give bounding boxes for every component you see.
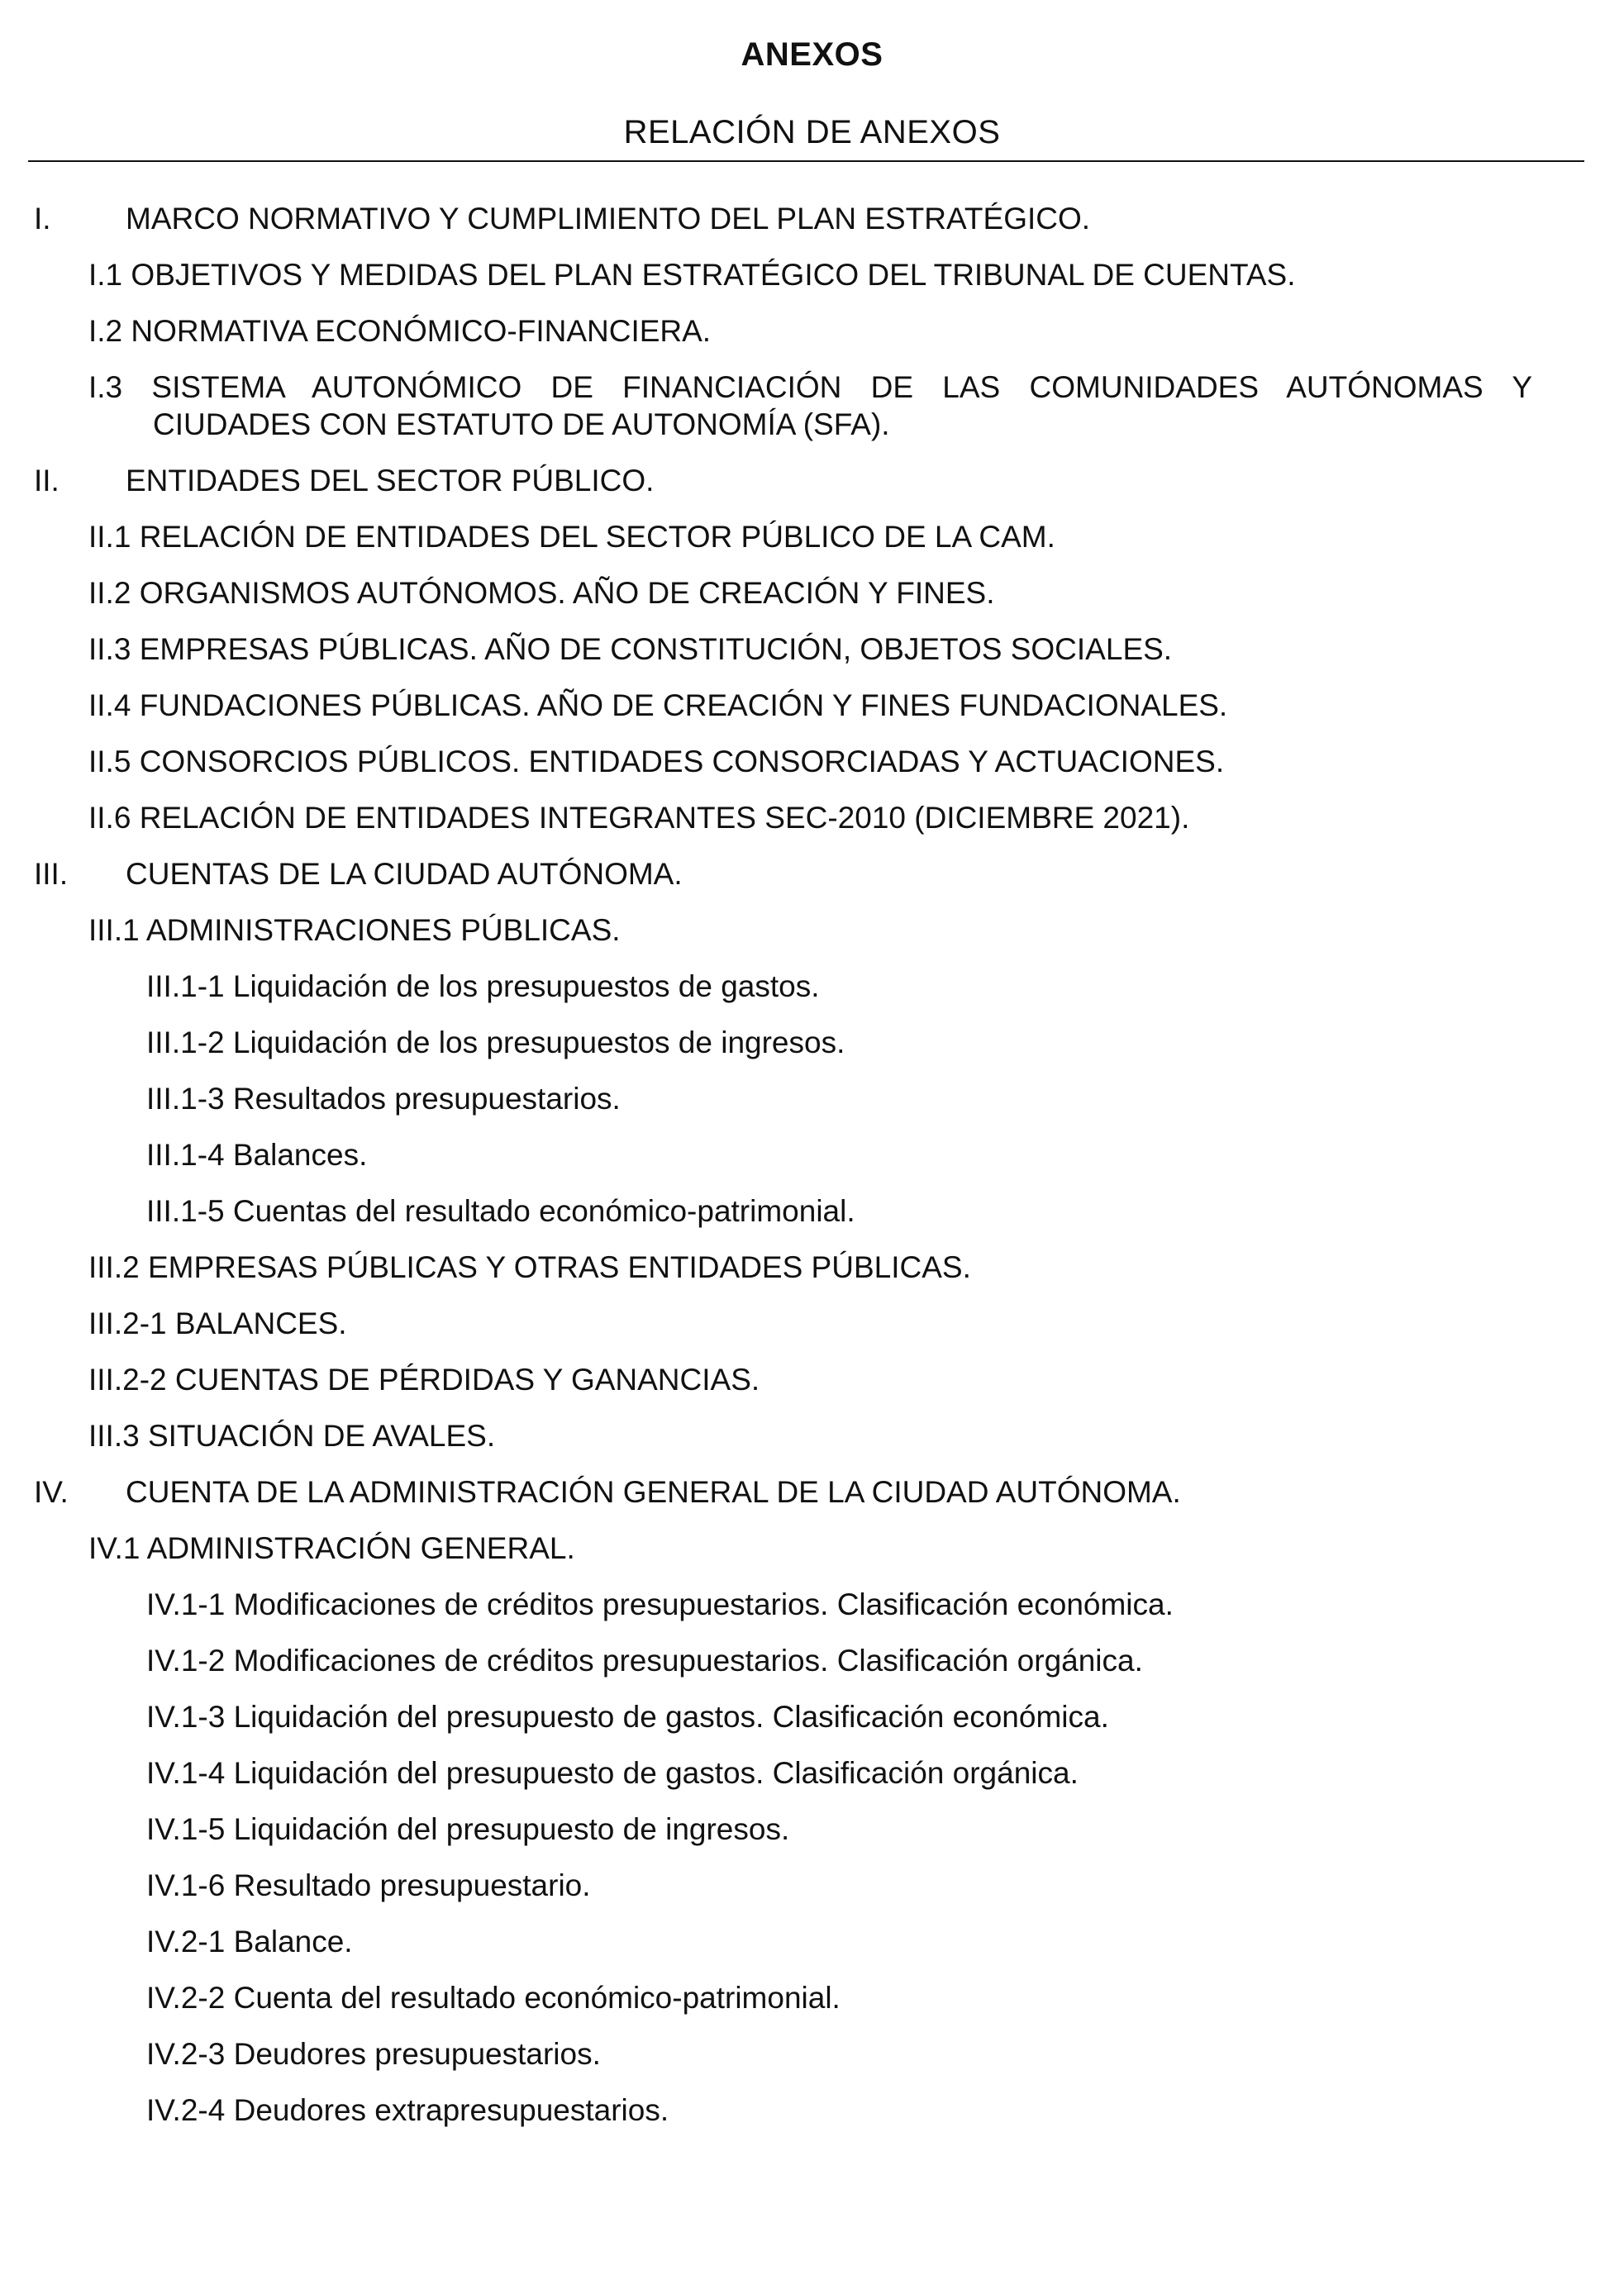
annex-item-line: CIUDADES CON ESTATUTO DE AUTONOMÍA (SFA). xyxy=(153,407,890,441)
title-divider xyxy=(28,160,1584,162)
annex-subitem: IV.1-3 Liquidación del presupuesto de gastos. Clasificación económica. xyxy=(146,1700,1109,1734)
annex-subitem: IV.2-3 Deudores presupuestarios. xyxy=(146,2037,601,2071)
annex-item-line: I.3 SISTEMA AUTONÓMICO DE FINANCIACIÓN DE LAS COMUNIDADES AUTÓNOMAS Y xyxy=(88,370,1532,404)
annex-item: III.3 SITUACIÓN DE AVALES. xyxy=(88,1419,496,1453)
section-heading xyxy=(0,200,1624,237)
annex-item: II.3 EMPRESAS PÚBLICAS. AÑO DE CONSTITUCIÓN, OBJETOS SOCIALES. xyxy=(88,632,1173,666)
section-title: CUENTA DE LA ADMINISTRACIÓN GENERAL DE LA CIUDAD AUTÓNOMA. xyxy=(126,1475,1181,1509)
annex-subitem: IV.1-2 Modificaciones de créditos presupuestarios. Clasificación orgánica. xyxy=(146,1644,1143,1678)
annex-item: III.2-1 BALANCES. xyxy=(88,1306,347,1340)
annex-subitem: IV.1-4 Liquidación del presupuesto de gastos. Clasificación orgánica. xyxy=(146,1756,1079,1790)
annex-item: II.4 FUNDACIONES PÚBLICAS. AÑO DE CREACIÓN Y FINES FUNDACIONALES. xyxy=(88,688,1228,722)
annex-item: III.2-2 CUENTAS DE PÉRDIDAS Y GANANCIAS. xyxy=(88,1363,760,1397)
annex-subitem: IV.2-2 Cuenta del resultado económico-patrimonial. xyxy=(146,1981,841,2015)
annex-item: IV.1 ADMINISTRACIÓN GENERAL. xyxy=(88,1531,575,1565)
section-number: II. xyxy=(34,464,60,497)
section-title: MARCO NORMATIVO Y CUMPLIMIENTO DEL PLAN ESTRATÉGICO. xyxy=(126,202,1091,236)
page-title: ANEXOS xyxy=(741,36,883,73)
annex-subitem: III.1-4 Balances. xyxy=(146,1138,368,1172)
section-heading xyxy=(0,462,1624,499)
annex-subitem: IV.1-5 Liquidación del presupuesto de ingresos. xyxy=(146,1812,790,1846)
annex-item xyxy=(0,369,1624,443)
section-title: ENTIDADES DEL SECTOR PÚBLICO. xyxy=(126,464,655,497)
section-number: I. xyxy=(34,202,51,236)
annex-item: II.6 RELACIÓN DE ENTIDADES INTEGRANTES SEC-2010 (DICIEMBRE 2021). xyxy=(88,801,1190,835)
section-heading xyxy=(0,855,1624,892)
annex-list xyxy=(0,200,1624,2148)
annex-item: III.2 EMPRESAS PÚBLICAS Y OTRAS ENTIDADES PÚBLICAS. xyxy=(88,1250,971,1284)
annex-subitem: III.1-5 Cuentas del resultado económico-patrimonial. xyxy=(146,1194,855,1228)
annex-subitem: III.1-1 Liquidación de los presupuestos de gastos. xyxy=(146,969,820,1003)
section-heading xyxy=(0,1473,1624,1511)
annex-item: II.2 ORGANISMOS AUTÓNOMOS. AÑO DE CREACIÓN Y FINES. xyxy=(88,576,995,610)
page-subtitle: RELACIÓN DE ANEXOS xyxy=(623,114,1001,150)
annex-item: III.1 ADMINISTRACIONES PÚBLICAS. xyxy=(88,913,621,947)
section-number: III. xyxy=(34,857,69,891)
annex-subitem: IV.2-4 Deudores extrapresupuestarios. xyxy=(146,2093,669,2127)
annex-item-wrapped xyxy=(88,369,1532,443)
annex-subitem: III.1-3 Resultados presupuestarios. xyxy=(146,1082,621,1116)
annex-subitem: IV.1-1 Modificaciones de créditos presupuestarios. Clasificación económica. xyxy=(146,1587,1174,1621)
annex-item: II.5 CONSORCIOS PÚBLICOS. ENTIDADES CONSORCIADAS Y ACTUACIONES. xyxy=(88,745,1225,778)
annex-item: II.1 RELACIÓN DE ENTIDADES DEL SECTOR PÚBLICO DE LA CAM. xyxy=(88,520,1055,554)
section-title: CUENTAS DE LA CIUDAD AUTÓNOMA. xyxy=(126,857,683,891)
annex-item: I.1 OBJETIVOS Y MEDIDAS DEL PLAN ESTRATÉGICO DEL TRIBUNAL DE CUENTAS. xyxy=(88,258,1296,292)
annex-subitem: IV.1-6 Resultado presupuestario. xyxy=(146,1868,591,1902)
annex-subitem: IV.2-1 Balance. xyxy=(146,1925,353,1958)
annex-item: I.2 NORMATIVA ECONÓMICO-FINANCIERA. xyxy=(88,314,712,348)
annex-subitem: III.1-2 Liquidación de los presupuestos de ingresos. xyxy=(146,1026,845,1059)
section-number: IV. xyxy=(34,1475,69,1509)
